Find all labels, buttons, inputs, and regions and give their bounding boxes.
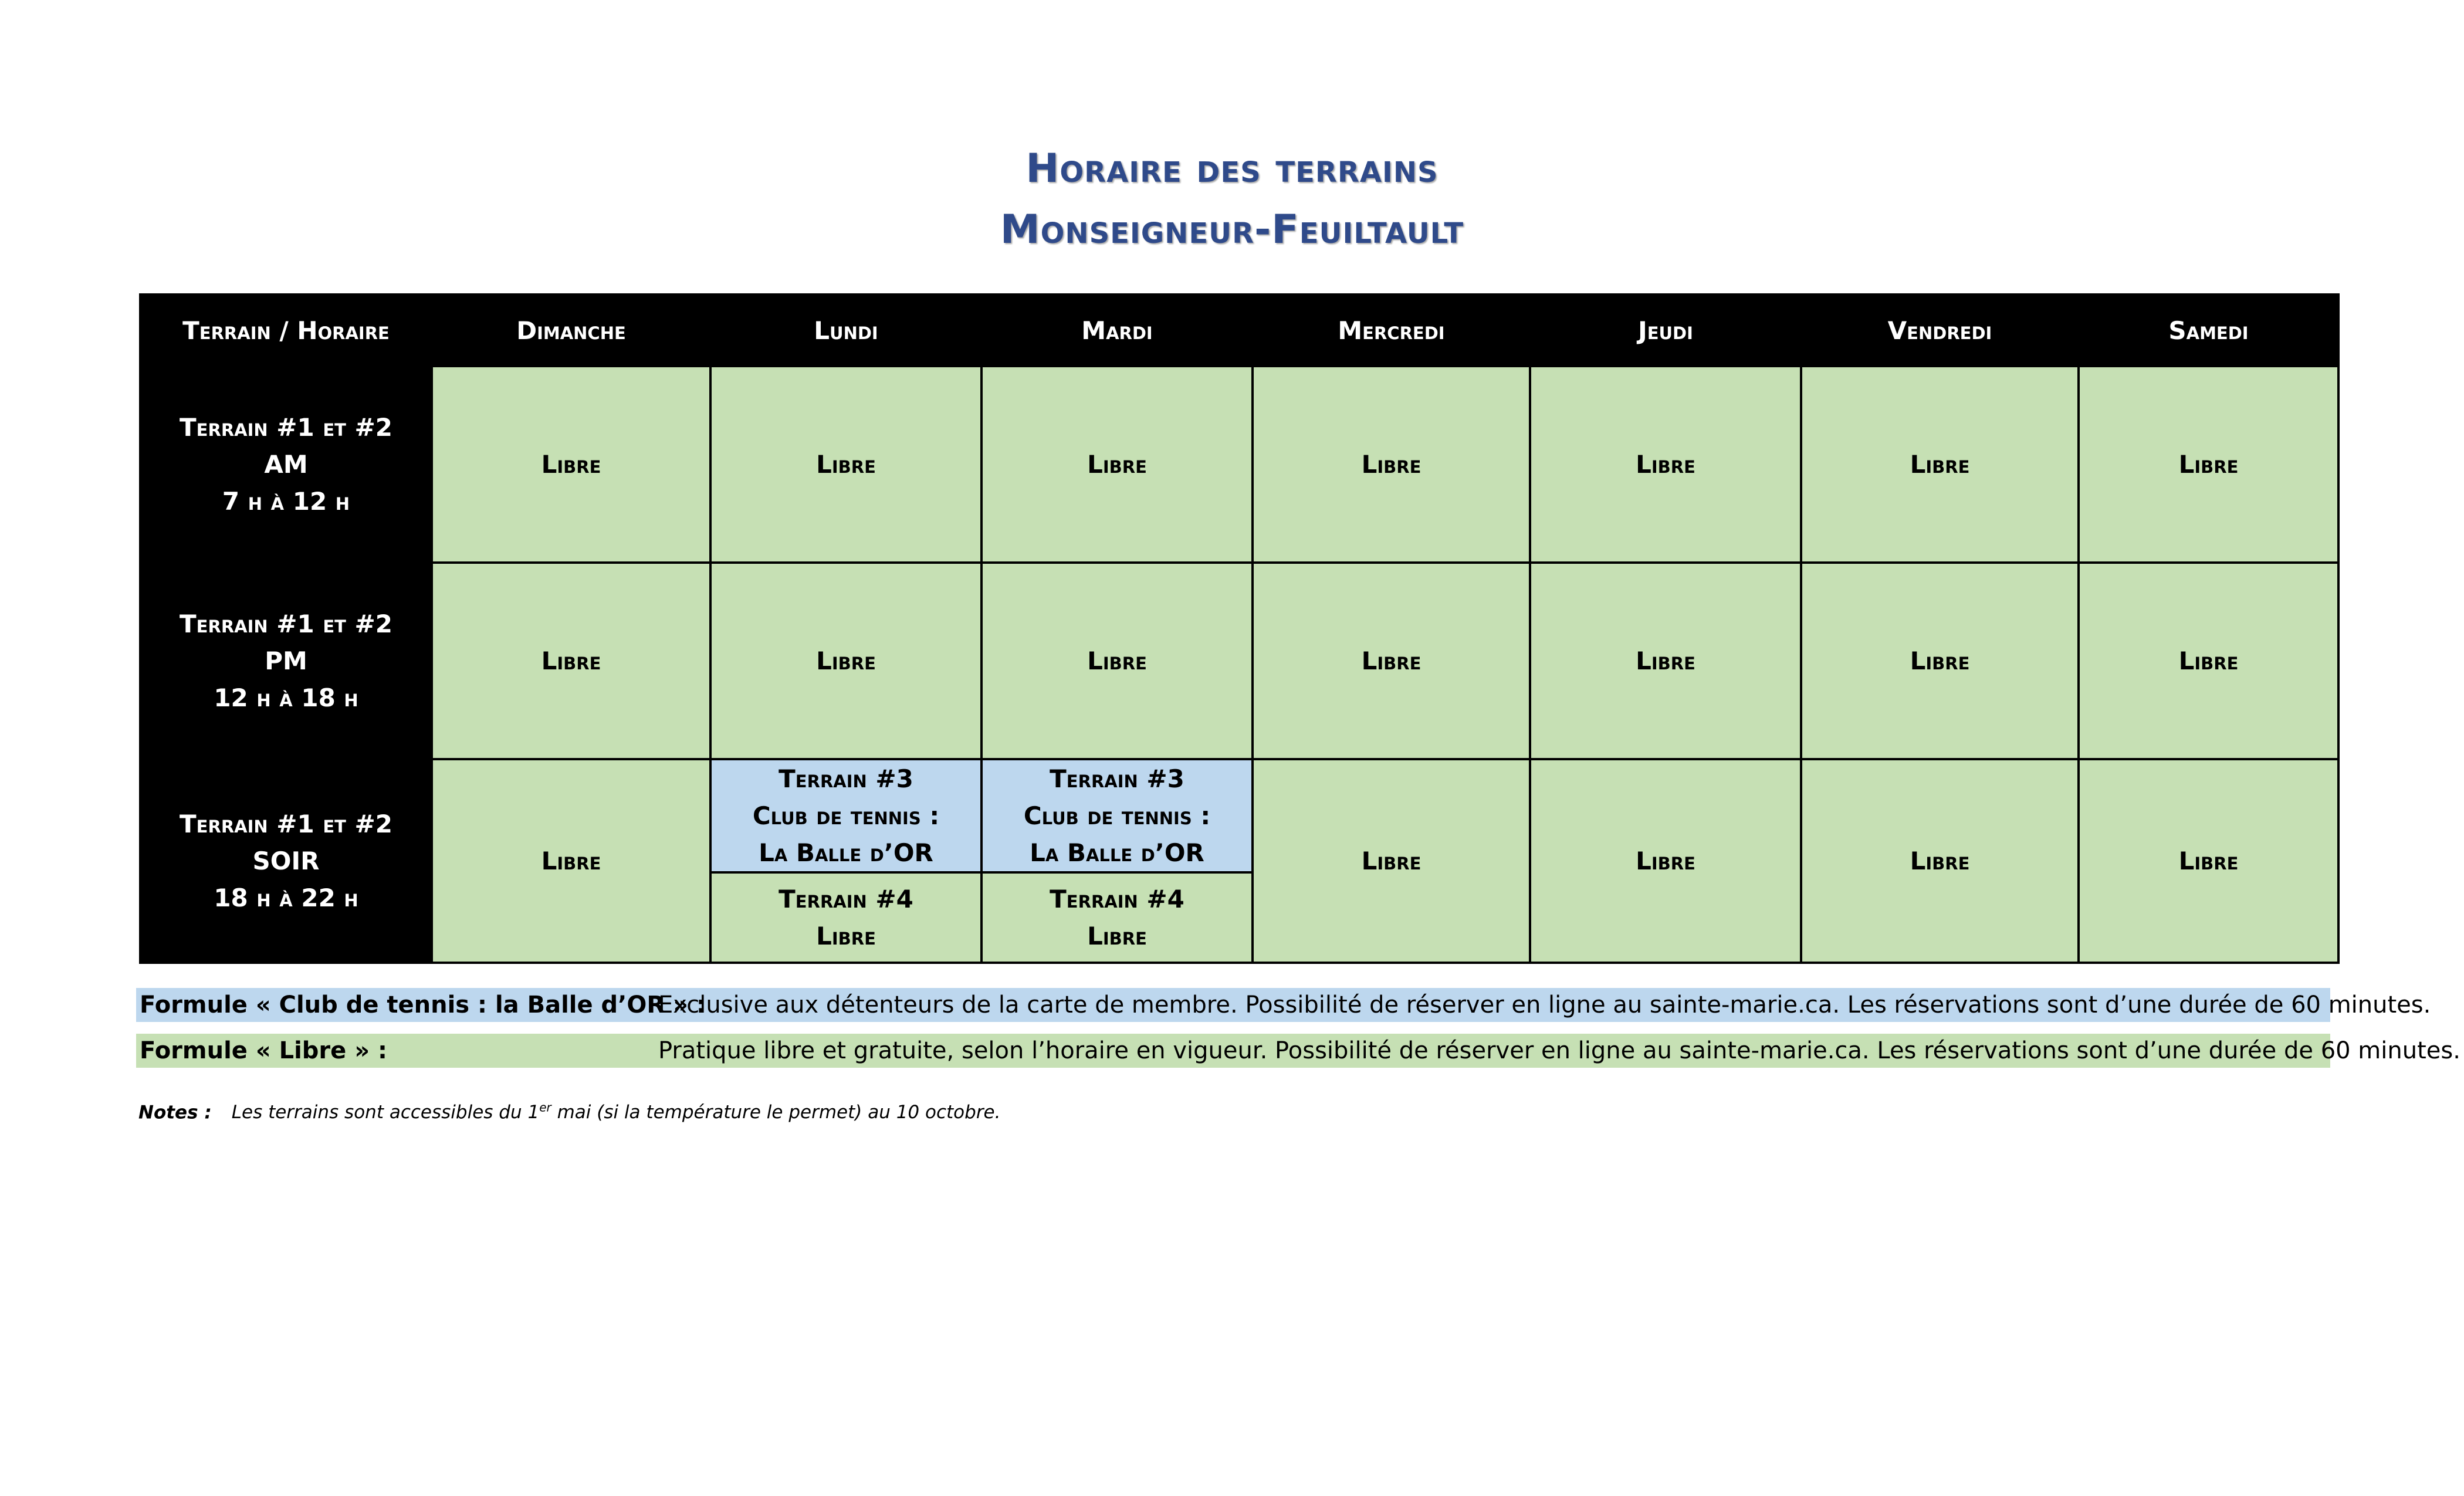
row-label-terrain: Terrain #1 et #2 [180,810,392,838]
slot-cell: Libre [1801,366,2079,563]
formula-libre-label: Formule « Libre » : [140,1037,387,1064]
notes-text-end: mai (si la température le permet) au 10 octobre. [551,1102,1001,1123]
row-label-terrain: Terrain #1 et #2 [180,413,392,442]
slot-cell: Libre [981,563,1253,759]
slot-cell: Libre [1530,759,1801,963]
notes-text [232,1102,1001,1123]
club-slot-cell [981,759,1253,872]
formula-club-label: Formule « Club de tennis : la Balle d’OR » : [140,991,706,1018]
club-name-line1: Club de tennis : [1023,801,1211,830]
formula-libre-row [136,1034,2460,1068]
slot-cell: Libre [1253,563,1530,759]
club-slot-cell [710,759,981,872]
slot-cell: Libre [432,366,710,563]
notes [138,1101,1001,1123]
row-label-pm [140,563,432,759]
formula-club-row [136,988,2431,1022]
header-corner: Terrain / Horaire [140,295,432,366]
club-name-line2: La Balle d’OR [1030,838,1204,867]
header-day: Lundi [710,295,981,366]
schedule-table [139,293,2340,964]
terrain4-status: Libre [816,922,876,950]
terrain4-slot-cell [710,872,981,963]
club-terrain-label: Terrain #3 [1050,764,1184,793]
slot-cell: Libre [2079,759,2338,963]
row-label-terrain: Terrain #1 et #2 [180,610,392,638]
club-name-line1: Club de tennis : [752,801,940,830]
slot-cell: Libre [432,563,710,759]
slot-cell: Libre [2079,366,2338,563]
row-pm [140,563,2338,759]
slot-cell: Libre [1801,759,2079,963]
row-am [140,366,2338,563]
slot-cell: Libre [1253,759,1530,963]
slot-cell: Libre [1530,563,1801,759]
club-terrain-label: Terrain #3 [779,764,913,793]
club-name-line2: La Balle d’OR [759,838,933,867]
row-label-period: AM [264,450,308,479]
header-day: Jeudi [1530,295,1801,366]
slot-cell: Libre [1253,366,1530,563]
terrain4-status: Libre [1087,922,1147,950]
page-subtitle: Monseigneur-Feuiltault [1000,207,1464,253]
header-day: Mercredi [1253,295,1530,366]
row-soir [140,759,2338,872]
slot-cell: Libre [1530,366,1801,563]
header-day: Dimanche [432,295,710,366]
header-row [140,295,2338,366]
row-label-period: PM [265,647,307,675]
row-label-period: SOIR [252,847,320,875]
page-title: Horaire des terrains [1025,145,1439,192]
notes-text-start: Les terrains sont accessibles du 1 [231,1102,540,1123]
row-label-hours: 12 h à 18 h [214,683,358,712]
row-label-am [140,366,432,563]
terrain4-label: Terrain #4 [1050,885,1184,913]
slot-cell: Libre [2079,563,2338,759]
row-label-hours: 18 h à 22 h [214,884,358,912]
header-day: Mardi [981,295,1253,366]
terrain4-slot-cell [981,872,1253,963]
header-day: Vendredi [1801,295,2079,366]
slot-cell: Libre [710,366,981,563]
formula-club-desc: Exclusive aux détenteurs de la carte de membre. Possibilité de réserver en ligne au sainte-marie.ca. Les réservations sont d’une durée de 60 minutes. [658,991,2431,1018]
row-label-hours: 7 h à 12 h [222,487,350,516]
notes-label: Notes : [138,1102,212,1123]
notes-sup: er [539,1101,551,1115]
terrain4-label: Terrain #4 [779,885,913,913]
slot-cell: Libre [1801,563,2079,759]
slot-cell: Libre [981,366,1253,563]
slot-cell: Libre [432,759,710,963]
slot-cell: Libre [710,563,981,759]
formula-libre-desc: Pratique libre et gratuite, selon l’horaire en vigueur. Possibilité de réserver en ligne au sainte-marie.ca. Les réservations sont d’une durée de 60 minutes. [658,1037,2460,1064]
header-day: Samedi [2079,295,2338,366]
row-label-soir [140,759,432,963]
